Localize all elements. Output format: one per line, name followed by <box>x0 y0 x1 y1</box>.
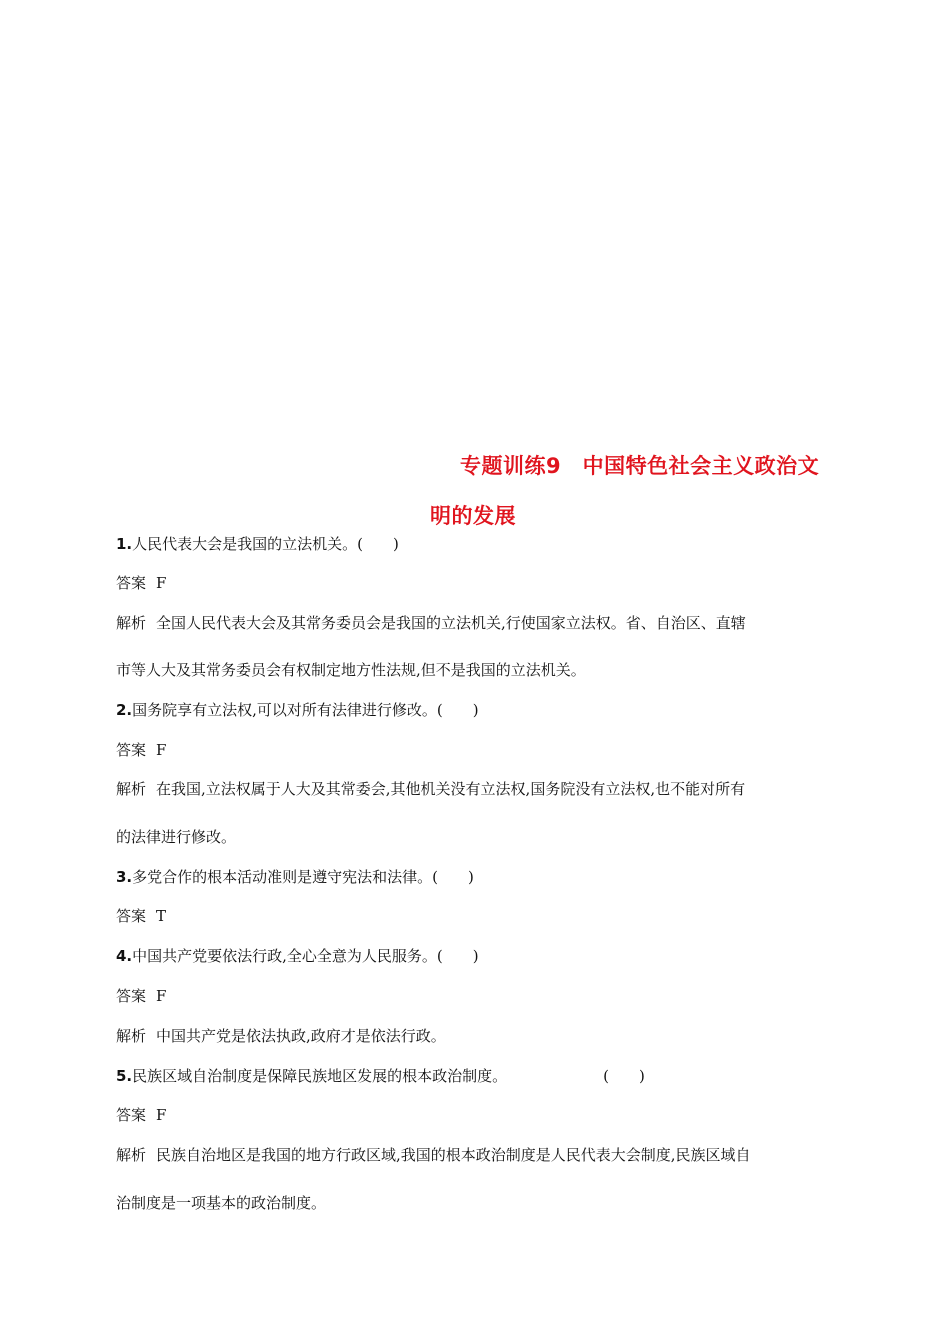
question-5 <box>116 1066 645 1086</box>
answer-4 <box>116 986 166 1006</box>
analysis-text: 民族自治地区是我国的地方行政区域,我国的根本政治制度是人民代表大会制度,民族区域自 <box>156 1146 751 1164</box>
page-title-line-1: 专题训练9 中国特色社会主义政治文 <box>460 454 820 478</box>
question-number: 1. <box>116 535 133 553</box>
analysis-5 <box>116 1145 751 1165</box>
question-number: 5. <box>116 1067 133 1085</box>
question-4 <box>116 946 479 966</box>
analysis-1-cont <box>116 660 586 680</box>
analysis-label: 解析 <box>116 780 147 798</box>
analysis-text: 在我国,立法权属于人大及其常委会,其他机关没有立法权,国务院没有立法权,也不能对所有 <box>156 780 746 798</box>
answer-value: F <box>156 987 167 1005</box>
answer-3 <box>116 906 166 926</box>
question-text: 中国共产党要依法行政,全心全意为人民服务。( ) <box>132 947 479 965</box>
answer-2 <box>116 740 166 760</box>
question-number: 3. <box>116 868 133 886</box>
answer-label: 答案 <box>116 741 147 759</box>
answer-blank: ( ) <box>603 1067 645 1085</box>
answer-value: F <box>156 574 167 592</box>
question-number: 2. <box>116 701 133 719</box>
answer-1 <box>116 573 166 593</box>
analysis-5-cont <box>116 1193 326 1213</box>
analysis-4 <box>116 1026 446 1046</box>
analysis-text: 治制度是一项基本的政治制度。 <box>116 1194 327 1212</box>
question-text: 人民代表大会是我国的立法机关。( ) <box>132 535 399 553</box>
answer-label: 答案 <box>116 574 147 592</box>
analysis-text: 的法律进行修改。 <box>116 828 237 846</box>
page-title-line-2: 明的发展 <box>430 504 516 528</box>
answer-label: 答案 <box>116 907 147 925</box>
answer-5 <box>116 1105 166 1125</box>
answer-value: F <box>156 1106 167 1124</box>
analysis-text: 中国共产党是依法执政,政府才是依法行政。 <box>156 1027 446 1045</box>
analysis-2-cont <box>116 827 236 847</box>
answer-value: F <box>156 741 167 759</box>
question-1 <box>116 534 399 554</box>
answer-label: 答案 <box>116 987 147 1005</box>
analysis-text: 市等人大及其常务委员会有权制定地方性法规,但不是我国的立法机关。 <box>116 661 586 679</box>
analysis-1 <box>116 613 746 633</box>
answer-value: T <box>156 907 167 925</box>
question-text: 民族区域自治制度是保障民族地区发展的根本政治制度。 <box>132 1067 508 1085</box>
analysis-label: 解析 <box>116 1146 147 1164</box>
analysis-text: 全国人民代表大会及其常务委员会是我国的立法机关,行使国家立法权。省、自治区、直辖 <box>156 614 746 632</box>
question-number: 4. <box>116 947 133 965</box>
question-text: 多党合作的根本活动准则是遵守宪法和法律。( ) <box>132 868 474 886</box>
analysis-2 <box>116 779 745 799</box>
question-text: 国务院享有立法权,可以对所有法律进行修改。( ) <box>132 701 479 719</box>
answer-label: 答案 <box>116 1106 147 1124</box>
question-2 <box>116 700 479 720</box>
analysis-label: 解析 <box>116 1027 147 1045</box>
analysis-label: 解析 <box>116 614 147 632</box>
question-3 <box>116 867 474 887</box>
